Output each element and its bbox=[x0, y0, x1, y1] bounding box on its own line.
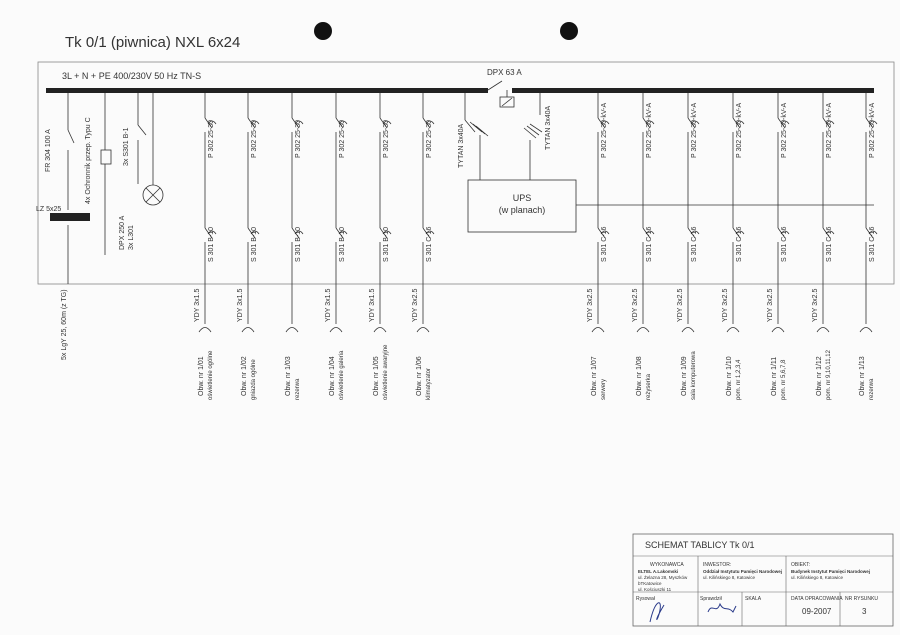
page-title: Tk 0/1 (piwnica) NXL 6x24 bbox=[65, 34, 241, 51]
rcd-label: P 302 25-30 bbox=[295, 119, 302, 158]
drawing-date: 09-2007 bbox=[802, 607, 832, 616]
rcd-label: P 302 25-30 bbox=[208, 119, 215, 158]
feed-cable-label: 5x LgY 25, 60m (z TG) bbox=[61, 289, 68, 360]
cable-label: YDY 3x1.5 bbox=[194, 288, 201, 322]
date-label: DATA OPRACOWANIA bbox=[791, 596, 843, 602]
cable-terminal bbox=[637, 328, 649, 333]
drawing-no-label: NR RYSUNKU bbox=[845, 596, 878, 602]
cable-terminal bbox=[592, 328, 604, 333]
circuit-description-label: rezerwa bbox=[869, 378, 875, 400]
mcb-label: S 301 C-16 bbox=[426, 226, 433, 262]
cable-label: YDY 3x1.5 bbox=[325, 288, 332, 322]
cable-terminal bbox=[772, 328, 784, 333]
neutral-bar-lz bbox=[50, 213, 90, 221]
cable-label: YDY 3x2.5 bbox=[677, 288, 684, 322]
outgoing-circuits bbox=[194, 93, 877, 400]
scale-label: SKALA bbox=[745, 596, 762, 602]
cable-label: YDY 3x1.5 bbox=[369, 288, 376, 322]
object-line-1: Budynek Instytut Pamięci Narodowej bbox=[791, 569, 871, 574]
tytan-left-label: TYTAN 3x40A bbox=[458, 123, 465, 168]
rcd-label: P 302 25-30-kV-A bbox=[869, 102, 876, 158]
panel-enclosure bbox=[38, 62, 894, 284]
checked-signature bbox=[708, 604, 736, 612]
cable-terminal bbox=[199, 328, 211, 333]
circuit-number-label: Obw. nr 1/02 bbox=[241, 356, 248, 396]
circuit-number-label: Obw. nr 1/09 bbox=[681, 356, 688, 396]
mcb-label: S 301 C-16 bbox=[826, 226, 833, 262]
circuit-description-label: reżyserka bbox=[646, 373, 652, 400]
mcb-label: S 301 C-16 bbox=[691, 226, 698, 262]
title-block bbox=[633, 534, 893, 626]
fr-label: FR 304 100 A bbox=[45, 129, 52, 172]
mcb-label: S 301 B-10 bbox=[383, 226, 390, 262]
investor-label: INWESTOR: bbox=[703, 562, 732, 568]
ups-label: UPS bbox=[512, 193, 532, 203]
cable-terminal bbox=[727, 328, 739, 333]
cable-terminal bbox=[286, 328, 298, 333]
circuit-description-label: rezerwa bbox=[295, 378, 301, 400]
contractor-line-4: ul. Kościuszki 11 bbox=[638, 587, 672, 592]
circuit-description-label: gniazda ogólne bbox=[251, 359, 257, 400]
cable-label: YDY 3x2.5 bbox=[587, 288, 594, 322]
punch-hole-right bbox=[560, 22, 578, 40]
mcb-label: S 301 C-16 bbox=[601, 226, 608, 262]
drew-signature bbox=[650, 603, 664, 622]
circuit-description-label: klimatyzator bbox=[426, 367, 432, 400]
mcb-label: S 301 C-16 bbox=[869, 226, 876, 262]
tytan-right-label: TYTAN 3x40A bbox=[545, 105, 552, 150]
circuit-number-label: Obw. nr 1/06 bbox=[416, 356, 423, 396]
cable-terminal bbox=[330, 328, 342, 333]
lamp-dpx-label: DPX 250 A bbox=[119, 215, 126, 250]
cable-terminal bbox=[860, 328, 872, 333]
rcd-label: P 302 25-30 bbox=[251, 119, 258, 158]
cable-terminal bbox=[817, 328, 829, 333]
contractor-label: WYKONAWCA bbox=[650, 562, 684, 568]
contractor-line-1: ELTEL A.Lakomski bbox=[638, 569, 679, 574]
cable-terminal bbox=[682, 328, 694, 333]
rcd-label: P 302 25-30-kV-A bbox=[781, 102, 788, 158]
rcd-label: P 302 25-30-kV-A bbox=[826, 102, 833, 158]
contractor-line-2: ul. Żelazna 28, Myszków bbox=[638, 575, 688, 580]
rcd-label: P 302 25-30 bbox=[383, 119, 390, 158]
circuit-number-label: Obw. nr 1/10 bbox=[726, 356, 733, 396]
mcb-label: S 301 B-10 bbox=[339, 226, 346, 262]
drawing-number: 3 bbox=[862, 607, 867, 616]
cable-label: YDY 3x1.5 bbox=[237, 288, 244, 322]
supply-label: 3L + N + PE 400/230V 50 Hz TN-S bbox=[62, 71, 202, 81]
busbar-left bbox=[46, 88, 488, 93]
cable-label: YDY 3x2.5 bbox=[412, 288, 419, 322]
object-line-2: ul. Kilińskiego 8, Katowice bbox=[791, 575, 844, 580]
circuit-number-label: Obw. nr 1/07 bbox=[591, 356, 598, 396]
contractor-line-3: bTKatowice bbox=[638, 581, 662, 586]
circuit-description-label: pom. nr 5,6,7,8 bbox=[781, 359, 787, 400]
cable-terminal bbox=[242, 328, 254, 333]
circuit-number-label: Obw. nr 1/12 bbox=[816, 356, 823, 396]
checked-label: Sprawdził bbox=[700, 596, 722, 602]
ups-sub-label: (w planach) bbox=[498, 205, 546, 215]
cable-label: YDY 3x2.5 bbox=[722, 288, 729, 322]
s301-label: 3x S301 B-1 bbox=[123, 127, 130, 166]
main-switch-label: DPX 63 A bbox=[487, 68, 522, 77]
circuit-number-label: Obw. nr 1/03 bbox=[285, 356, 292, 396]
cable-terminal bbox=[374, 328, 386, 333]
circuit-description-label: pom. nr 1,2,3,4 bbox=[736, 359, 742, 400]
mcb-label: S 301 C-16 bbox=[736, 226, 743, 262]
mcb-label: S 301 B-10 bbox=[251, 226, 258, 262]
circuit-number-label: Obw. nr 1/11 bbox=[771, 356, 778, 396]
lz-label: LZ 5x25 bbox=[36, 206, 62, 213]
investor-line-2: ul. Kilińskiego 8, Katowice bbox=[703, 575, 756, 580]
mcb-label: S 301 B-10 bbox=[208, 226, 215, 262]
punch-hole-left bbox=[314, 22, 332, 40]
rcd-label: P 302 25-30-kV-A bbox=[691, 102, 698, 158]
rcd-label: P 302 25-30-kV-A bbox=[736, 102, 743, 158]
tytan-symbols bbox=[465, 93, 542, 180]
drawing-title: SCHEMAT TABLICY Tk 0/1 bbox=[645, 540, 755, 550]
circuit-description-label: oświetlenie ogólne bbox=[208, 350, 214, 400]
rcd-label: P 302 25-30 bbox=[426, 119, 433, 158]
circuit-number-label: Obw. nr 1/01 bbox=[198, 356, 205, 396]
cable-label: YDY 3x2.5 bbox=[767, 288, 774, 322]
circuit-number-label: Obw. nr 1/13 bbox=[859, 356, 866, 396]
main-switch-symbol bbox=[488, 81, 514, 107]
object-label: OBIEKT: bbox=[791, 562, 811, 568]
investor-line-1: Oddział Instytutu Pamięci Narodowej bbox=[703, 569, 783, 574]
circuit-number-label: Obw. nr 1/08 bbox=[636, 356, 643, 396]
mcb-label: S 301 C-16 bbox=[781, 226, 788, 262]
drew-label: Rysował bbox=[636, 596, 655, 602]
rcd-label: P 302 25-30 bbox=[339, 119, 346, 158]
mcb-label: S 301 B-10 bbox=[295, 226, 302, 262]
circuit-description-label: sala komputerowa bbox=[691, 351, 697, 400]
rcd-label: P 302 25-30-kV-A bbox=[601, 102, 608, 158]
cable-label: YDY 3x2.5 bbox=[812, 288, 819, 322]
cable-label: YDY 3x2.5 bbox=[632, 288, 639, 322]
circuit-number-label: Obw. nr 1/05 bbox=[373, 356, 380, 396]
lamp-label: 3x L301 bbox=[128, 225, 135, 250]
busbar-right bbox=[512, 88, 874, 93]
cable-terminal bbox=[417, 328, 429, 333]
circuit-description-label: serwery bbox=[601, 378, 607, 400]
spd-label: 4x Ochronnik przep. Typu C bbox=[85, 117, 92, 204]
circuit-number-label: Obw. nr 1/04 bbox=[329, 356, 336, 396]
circuit-description-label: oświetlenie awaryjne bbox=[383, 344, 389, 400]
mcb-label: S 301 C-16 bbox=[646, 226, 653, 262]
rcd-label: P 302 25-30-kV-A bbox=[646, 102, 653, 158]
left-feed-devices bbox=[68, 93, 163, 284]
circuit-description-label: oświetlenie galeria bbox=[339, 350, 345, 400]
circuit-description-label: pom. nr 9,10,11,12 bbox=[826, 350, 832, 400]
